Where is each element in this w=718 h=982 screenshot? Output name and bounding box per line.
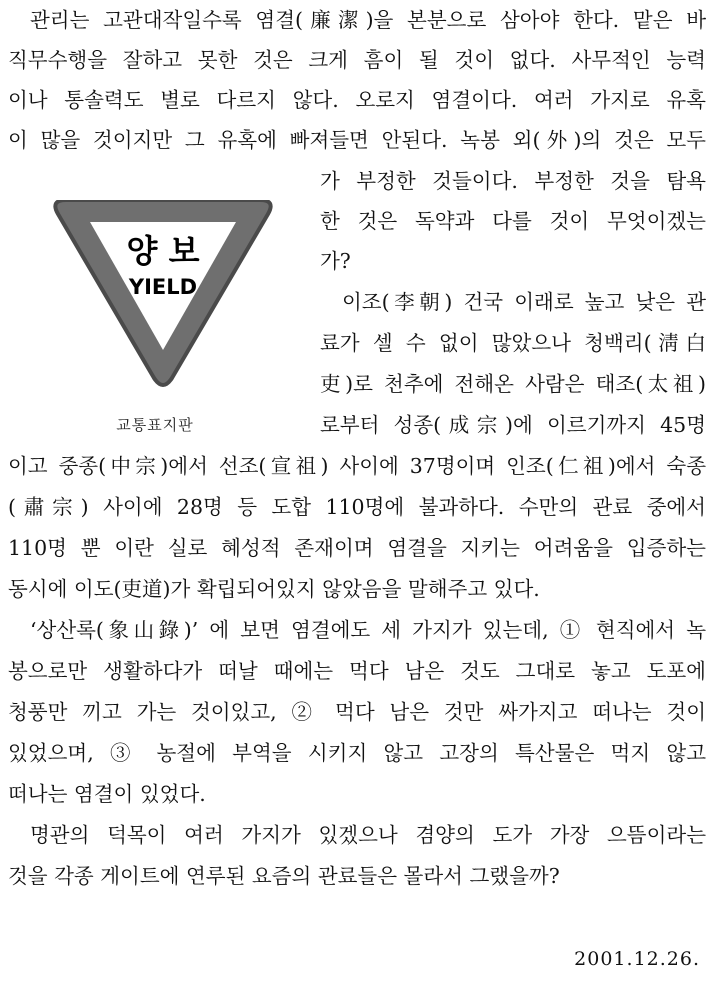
text-line-10: 吏)로 천추에 전해온 사람은 태조(太祖) bbox=[320, 372, 706, 396]
text-line-5: 가 부정한 것들이다. 부정한 것을 탐욕 bbox=[320, 169, 706, 193]
text-line-18: 청풍만 끼고 가는 것이있고, ② 먹다 남은 것만 싸가지고 떠나는 것이 bbox=[8, 700, 706, 724]
text-line-16: ‘상산록(象山錄)’ 에 보면 염결에도 세 가지가 있는데, ① 현직에서 녹 bbox=[30, 618, 706, 642]
text-line-8: 이조(李朝) 건국 이래로 높고 낮은 관 bbox=[342, 290, 706, 314]
text-line-20: 떠나는 염결이 있었다. bbox=[8, 782, 206, 806]
text-line-11: 로부터 성종(成宗)에 이르기까지 45명 bbox=[320, 413, 706, 437]
yield-sign-english-text: YIELD bbox=[128, 275, 198, 299]
text-line-17: 봉으로만 생활하다가 떠날 때에는 먹다 남은 것도 그대로 놓고 도포에 bbox=[8, 659, 706, 683]
date-text: 2001.12.26. bbox=[574, 948, 700, 970]
yield-sign-korean-text: 양 보 bbox=[126, 232, 200, 270]
text-line-7: 가? bbox=[320, 249, 351, 273]
text-line-19: 있었으며, ③ 농절에 부역을 시키지 않고 고장의 특산물은 먹지 않고 bbox=[8, 741, 706, 765]
yield-sign-figure bbox=[50, 200, 276, 432]
text-line-12: 이고 중종(中宗)에서 선조(宣祖) 사이에 37명이며 인조(仁祖)에서 숙종 bbox=[8, 454, 706, 478]
text-line-3: 이나 통솔력도 별로 다르지 않다. 오로지 염결이다. 여러 가지로 유혹 bbox=[8, 88, 706, 112]
text-line-21: 명관의 덕목이 여러 가지가 있겠으나 겸양의 도가 가장 으뜸이라는 bbox=[30, 823, 706, 847]
text-line-1: 관리는 고관대작일수록 염결(廉潔)을 본분으로 삼아야 한다. 맡은 바 bbox=[30, 8, 706, 32]
figure-caption: 교통표지판 bbox=[116, 416, 194, 434]
yield-sign-icon bbox=[50, 200, 276, 390]
text-line-6: 한 것은 독약과 다를 것이 무엇이겠는 bbox=[320, 209, 706, 233]
text-line-4: 이 많을 것이지만 그 유혹에 빠져들면 안된다. 녹봉 외(外)의 것은 모두 bbox=[8, 128, 706, 152]
text-line-22: 것을 각종 게이트에 연루된 요즘의 관료들은 몰라서 그랬을까? bbox=[8, 864, 560, 888]
text-line-13: (肅宗) 사이에 28명 등 도합 110명에 불과하다. 수만의 관료 중에서 bbox=[8, 495, 706, 519]
text-line-14: 110명 뿐 이란 실로 혜성적 존재이며 염결을 지키는 어려움을 입증하는 bbox=[8, 536, 706, 560]
text-line-9: 료가 셀 수 없이 많았으나 청백리(淸白 bbox=[320, 331, 706, 355]
text-line-2: 직무수행을 잘하고 못한 것은 크게 흠이 될 것이 없다. 사무적인 능력 bbox=[8, 48, 706, 72]
text-line-15: 동시에 이도(吏道)가 확립되어있지 않았음을 말해주고 있다. bbox=[8, 577, 540, 601]
